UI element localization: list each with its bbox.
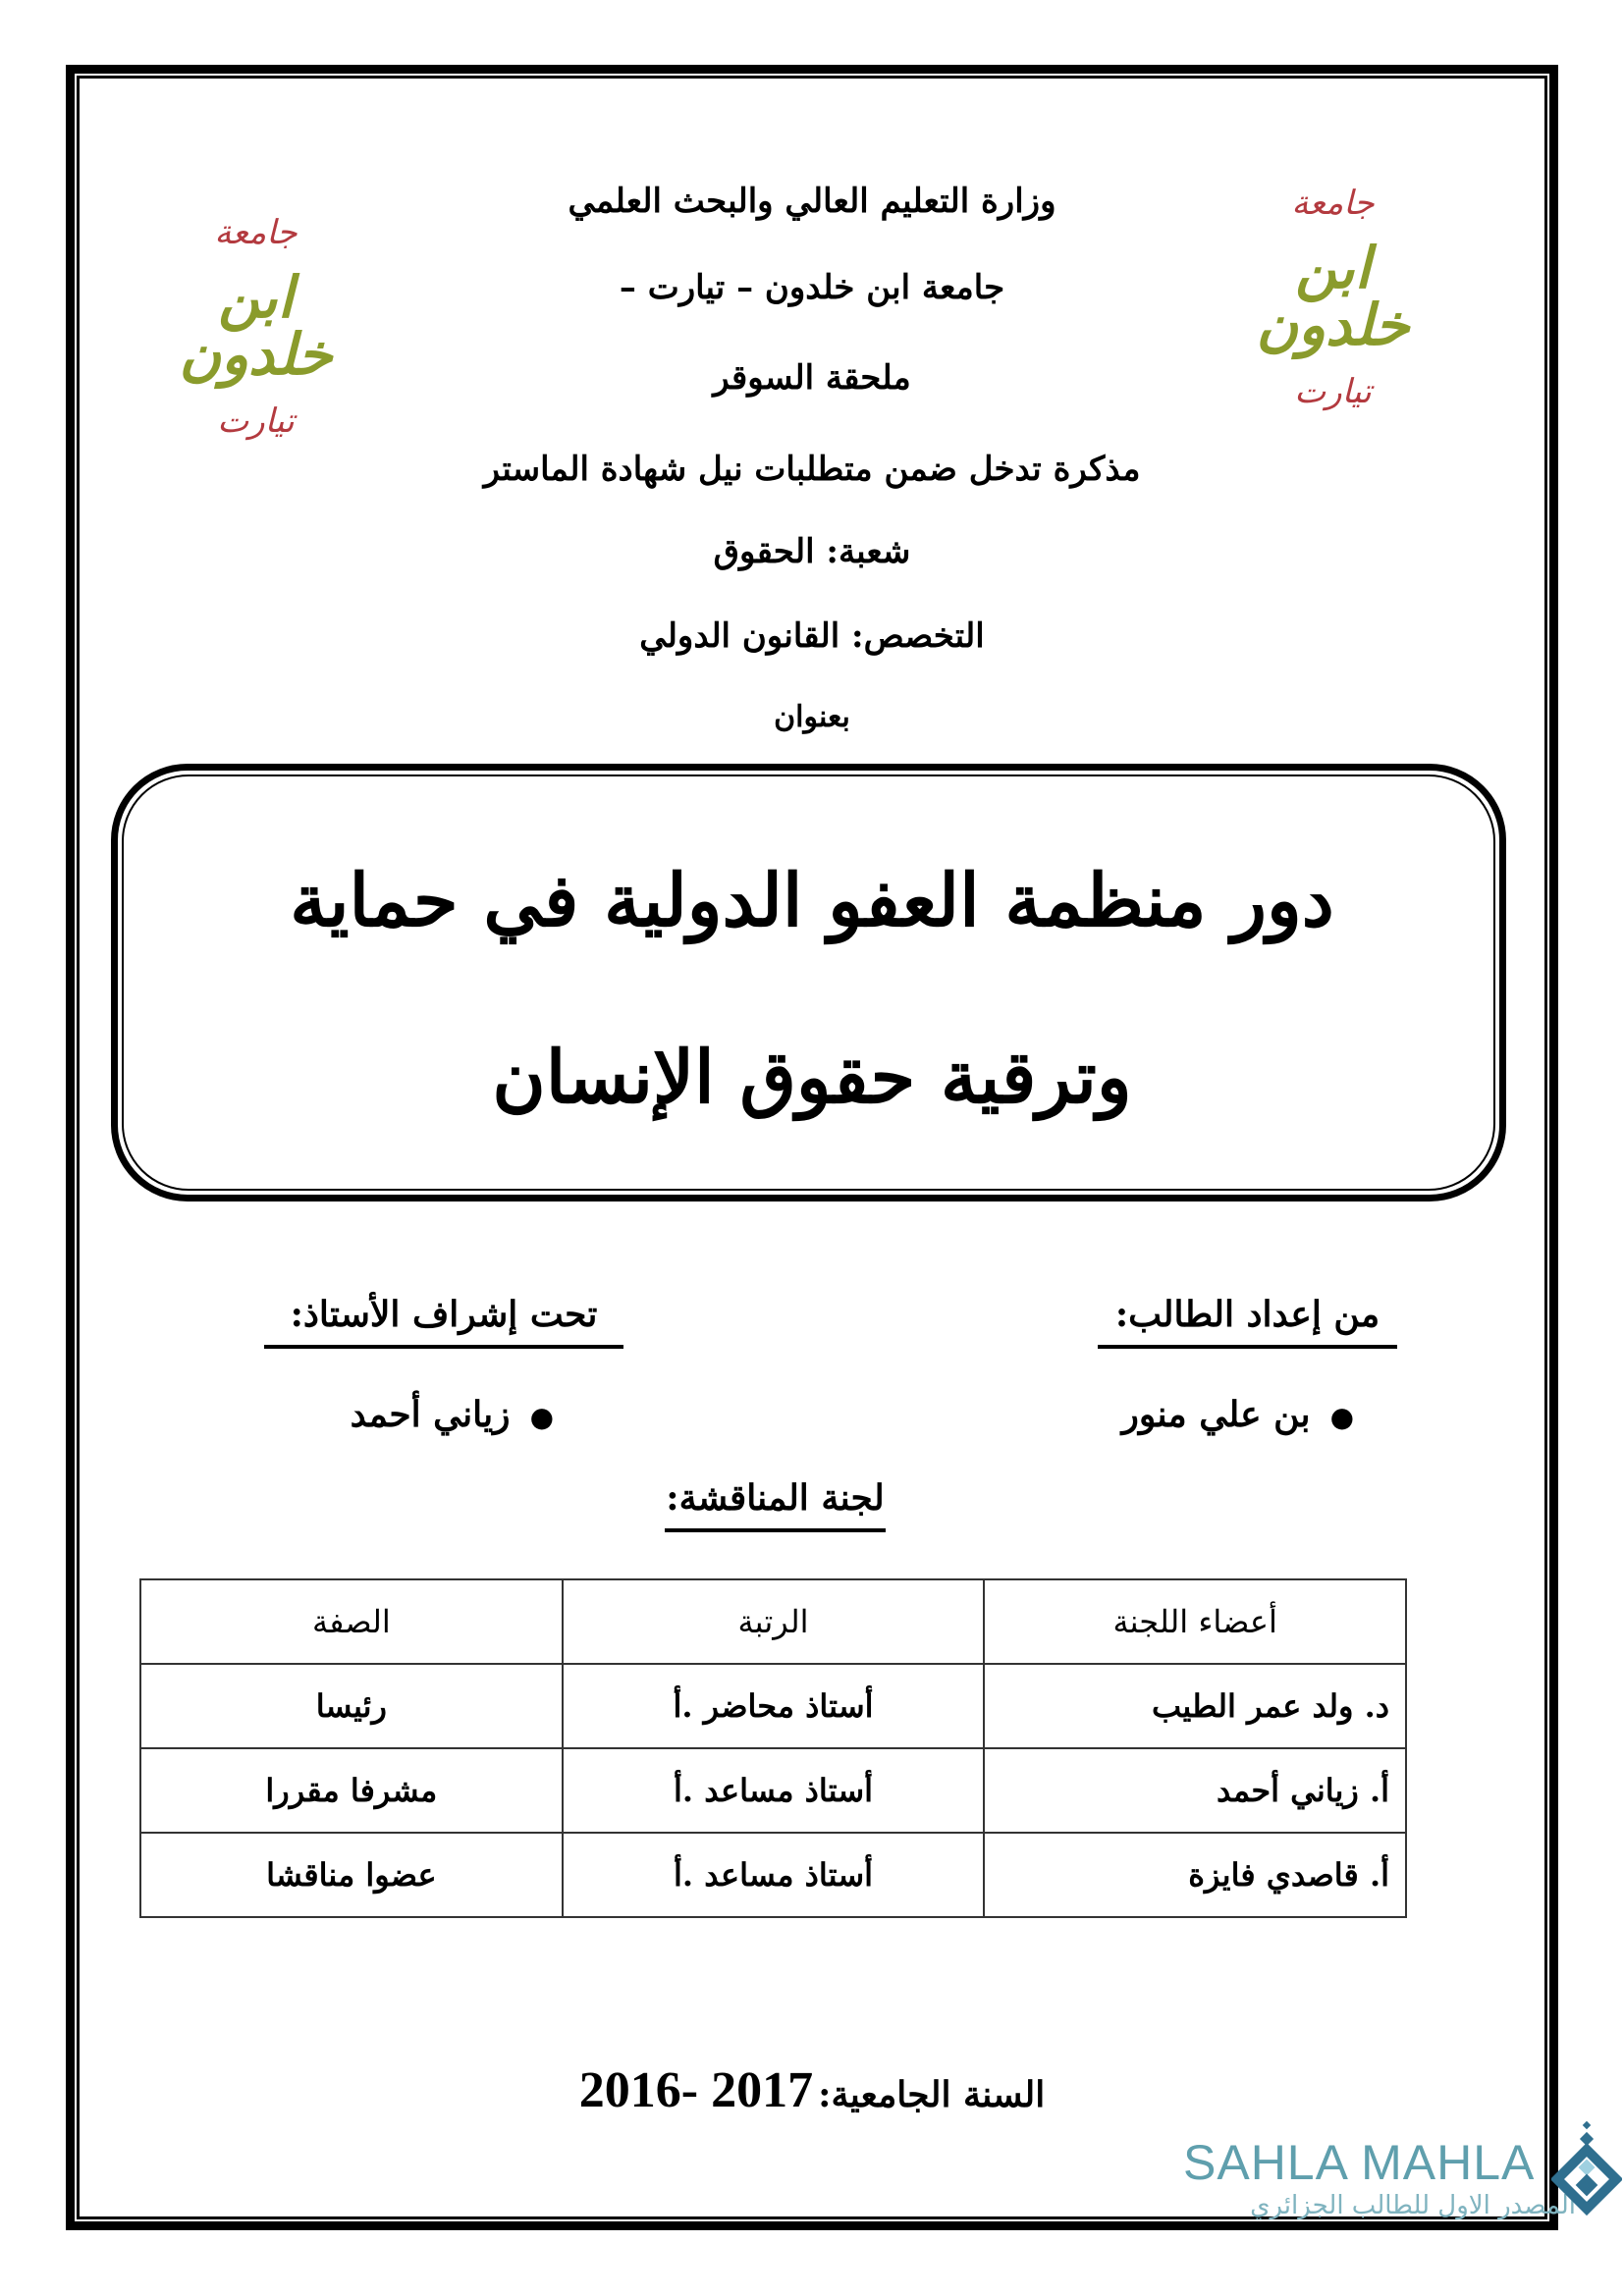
university-logo-left (145, 206, 366, 461)
logo-text-top: جامعة (1291, 184, 1375, 223)
logo-text-top: جامعة (214, 213, 298, 252)
student-name (1122, 1394, 1354, 1435)
supervisor-name (351, 1394, 554, 1435)
member-cell: أ. زياني أحمد (984, 1748, 1406, 1833)
academic-year-label: السنة الجامعية: (818, 2074, 1046, 2115)
table-row (140, 1833, 1406, 1917)
table-header-row (140, 1579, 1406, 1664)
column-header-member: أعضاء اللجنة (984, 1579, 1406, 1664)
thesis-title-line1: دور منظمة العفو الدولية في حماية (290, 859, 1334, 943)
academic-year (0, 2061, 1624, 2119)
rank-cell: أستاذ مساعد .أ (563, 1748, 985, 1833)
specialty: التخصص: القانون الدولي (639, 616, 985, 656)
logo-text-bottom: تيارت (217, 401, 295, 441)
sahla-mahla-logo-icon (1551, 2120, 1622, 2228)
academic-year-value: 2016- 2017 (578, 2062, 814, 2118)
watermark-tagline: المصدر الاول للطالب الجزائري (1250, 2191, 1576, 2220)
role-cell: مشرفا مقررا (140, 1748, 563, 1833)
logo-text-middle: ابن خلدون (179, 264, 333, 388)
table-row (140, 1748, 1406, 1833)
rank-cell: أستاذ مساعد .أ (563, 1833, 985, 1917)
logo-text-bottom: تيارت (1294, 372, 1372, 411)
branch: شعبة: الحقوق (713, 532, 911, 571)
member-cell: د. ولد عمر الطيب (984, 1664, 1406, 1748)
university-name: جامعة ابن خلدون – تيارت – (619, 268, 1005, 307)
supervisor-name-text: زياني أحمد (350, 1394, 511, 1435)
student-heading: من إعداد الطالب: (1098, 1294, 1397, 1349)
supervisor-heading: تحت إشراف الأستاذ: (264, 1294, 623, 1349)
table-row (140, 1664, 1406, 1748)
column-header-rank: الرتبة (563, 1579, 985, 1664)
bullet-icon: ● (1329, 1401, 1354, 1433)
title-box-inner (122, 774, 1495, 1191)
committee-table (139, 1578, 1407, 1918)
member-cell: أ. قاصدي فايزة (984, 1833, 1406, 1917)
committee-heading: لجنة المناقشة: (665, 1477, 886, 1532)
role-cell: رئيسا (140, 1664, 563, 1748)
logo-text-middle: ابن خلدون (1256, 235, 1410, 358)
thesis-title-line2: وترقية حقوق الإنسان (492, 1036, 1132, 1120)
titled-label: بعنوان (774, 700, 850, 734)
student-name-text: بن علي منور (1121, 1394, 1311, 1435)
sahla-mahla-watermark (1183, 2135, 1576, 2220)
column-header-role: الصفة (140, 1579, 563, 1664)
annex-name: ملحقة السوقر (713, 358, 911, 398)
bullet-icon: ● (529, 1401, 554, 1433)
ministry-name: وزارة التعليم العالي والبحث العلمي (568, 182, 1056, 221)
memo-description: مذكرة تدخل ضمن متطلبات نيل شهادة الماستر (483, 450, 1141, 489)
role-cell: عضوا مناقشا (140, 1833, 563, 1917)
rank-cell: أستاذ محاضر .أ (563, 1664, 985, 1748)
watermark-name: SAHLA MAHLA (1183, 2135, 1536, 2190)
